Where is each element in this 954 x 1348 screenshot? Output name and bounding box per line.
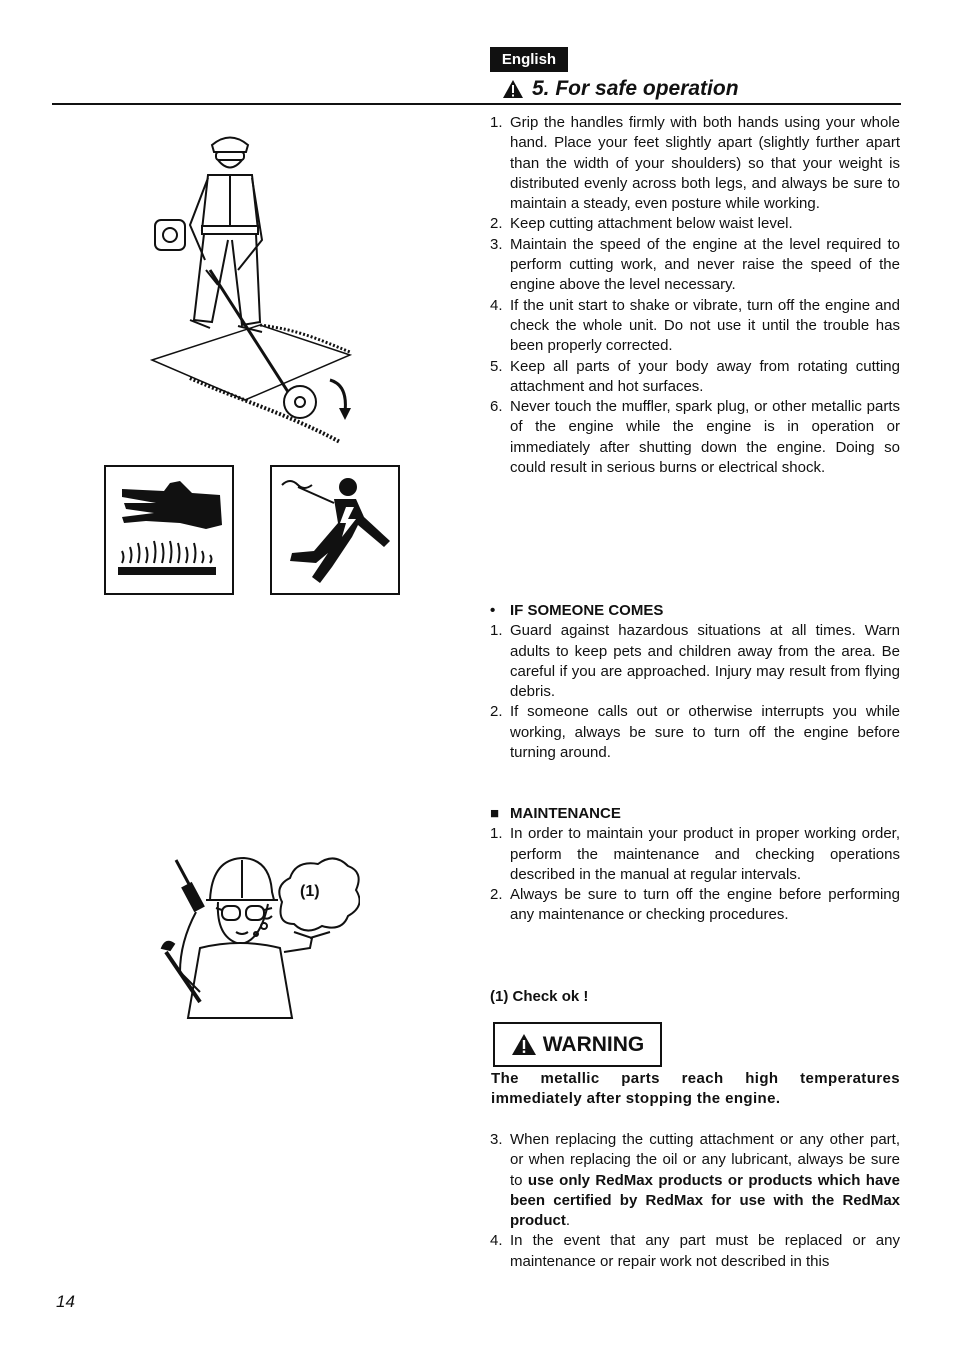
section-heading: • IF SOMEONE COMES: [490, 601, 900, 621]
section-heading: ■ MAINTENANCE: [490, 804, 900, 824]
page-number: 14: [56, 1292, 75, 1311]
list-item: 1. Guard against hazardous situations at all times. Warn adults to keep pets and children away from the area. Be careful if you are approached. Injury may result from flying debris.: [490, 622, 900, 701]
language-tab: English: [490, 47, 568, 72]
maintenance-section: [490, 804, 900, 926]
warning-text: The metallic parts reach high temperatures immediately after stopping the engine.: [491, 1070, 900, 1108]
list-item: 2. Keep cutting attachment below waist level.: [490, 215, 793, 233]
list-item: 2. Always be sure to turn off the engine before performing any maintenance or checking procedures.: [490, 886, 900, 924]
electric-shock-icon: [272, 467, 398, 593]
mechanic-check-illustration: [160, 852, 360, 1022]
list-item: 4. If the unit start to shake or vibrate, turn off the engine and check the whole unit. Do not use it until the trouble has been properly corrected.: [490, 296, 900, 355]
bullet-icon: •: [490, 602, 496, 619]
page-title: 5. For safe operation: [532, 77, 739, 100]
electric-shock-icon-box: [270, 465, 400, 595]
operation-list: [490, 113, 900, 478]
list-item: 3. Maintain the speed of the engine at the level required to perform cutting work, and never raise the speed of the engine above the level necessary.: [490, 235, 900, 294]
someone-comes-section: [490, 601, 900, 763]
figure-note: (1) Check ok !: [490, 988, 589, 1005]
list-item: 1. Grip the handles firmly with both hands using your whole hand. Place your feet slightly apart (slightly further apart than the width of your shoulders) so that your weight is distributed evenly across both legs, and always be sure to maintain a steady, even posture while working.: [490, 114, 900, 213]
section-title-row: [502, 74, 739, 104]
warning-triangle-icon: [502, 79, 524, 99]
list-item: 2. If someone calls out or otherwise interrupts you while working, always be sure to turn off the engine before turning around.: [490, 703, 900, 762]
list-item: 3. When replacing the cutting attachment or any other part, or when replacing the oil or any lubricant, always be sure to use only RedMax products or products which have been certified by RedMax for use with the RedMax product.: [490, 1131, 900, 1230]
square-bullet-icon: ■: [490, 805, 500, 822]
replacement-list: [490, 1130, 900, 1272]
list-item: 6. Never touch the muffler, spark plug, or other metallic parts of the engine while the engine is in operation or immediately after shutting down the engine. Doing so could result in serious burns or electrical shock.: [490, 398, 900, 477]
list-item: 1. In order to maintain your product in proper working order, perform the maintenance and checking operations described in the manual at regular intervals.: [490, 825, 900, 883]
hot-surface-icon-box: [104, 465, 234, 595]
warning-triangle-icon: [511, 1033, 537, 1056]
hot-surface-icon: [106, 467, 232, 593]
header-rule: [52, 103, 901, 105]
operator-with-edger-illustration: [150, 130, 360, 450]
list-item: 5. Keep all parts of your body away from rotating cutting attachment and hot surfaces.: [490, 357, 900, 395]
list-item: 4. In the event that any part must be replaced or any maintenance or repair work not described in this: [490, 1232, 900, 1270]
warning-box: [493, 1022, 662, 1067]
check-callout-label: (1): [300, 883, 320, 900]
warning-label: WARNING: [542, 1032, 645, 1056]
